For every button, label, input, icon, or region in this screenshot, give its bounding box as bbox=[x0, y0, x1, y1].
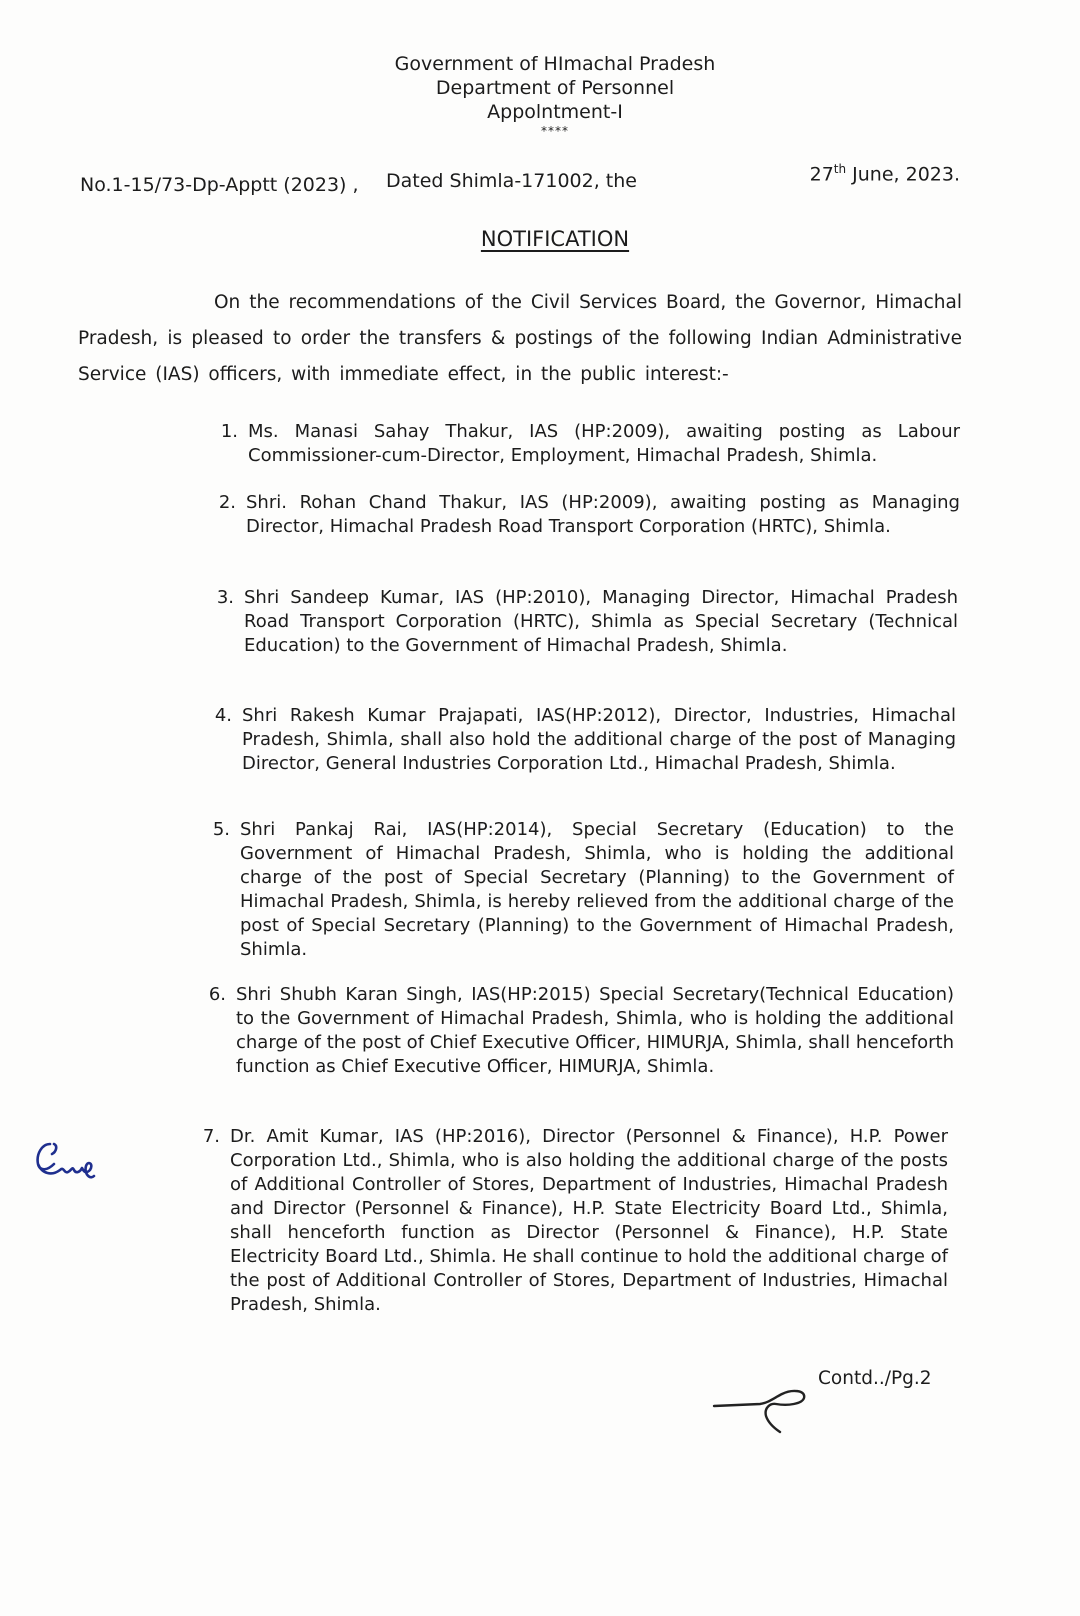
officer-signature bbox=[712, 1384, 822, 1436]
item-text: Shri Sandeep Kumar, IAS (HP:2010), Managing Director, Himachal Pradesh Road Transport Corporation (HRTC), Shimla as Special Secretary (Technical Education) to the Government of Himachal Pradesh, Shimla. bbox=[244, 587, 958, 656]
notification-date bbox=[810, 162, 960, 185]
item-text: Shri Rakesh Kumar Prajapati, IAS(HP:2012), Director, Industries, Himachal Pradesh, Shimla, shall also hold the additional charge of the post of Managing Director, General Industries Corporation Ltd., Himachal Pradesh, Shimla. bbox=[242, 705, 956, 774]
item-text: Shri. Rohan Chand Thakur, IAS (HP:2009), awaiting posting as Managing Director, Himachal Pradesh Road Transport Corporation (HRTC), Shimla. bbox=[246, 492, 960, 537]
initials-signature bbox=[28, 1136, 108, 1186]
dated-place: Dated Shimla-171002, the bbox=[386, 170, 637, 192]
department-name: Department of Personnel bbox=[435, 77, 675, 99]
section-name: Appolntment-I bbox=[487, 101, 623, 123]
letterhead bbox=[0, 52, 1080, 138]
item-number: 6. bbox=[208, 984, 226, 1005]
item-text: Ms. Manasi Sahay Thakur, IAS (HP:2009), awaiting posting as Labour Commissioner-cum-Director, Employment, Himachal Pradesh, Shimla. bbox=[248, 421, 960, 466]
notification-title: NOTIFICATION bbox=[480, 227, 630, 251]
item-number: 2. bbox=[218, 492, 236, 513]
item-number: 4. bbox=[214, 705, 232, 726]
reference-number: No.1-15/73-Dp-Apptt (2023) , bbox=[80, 174, 359, 196]
item-number: 7. bbox=[202, 1126, 220, 1147]
item-text: Shri Pankaj Rai, IAS(HP:2014), Special Secretary (Education) to the Government of Himachal Pradesh, Shimla, who is holding the additional charge of the post of Special Secretary (Planning) to the Government of Himachal Pradesh, Shimla, is hereby relieved from the additional charge of the post of Special Secretary (Planning) to the Government of Himachal Pradesh, Shimla. bbox=[240, 819, 954, 960]
date-suffix: th bbox=[833, 162, 847, 176]
item-number: 1. bbox=[220, 421, 238, 442]
date-month-year: June, 2023. bbox=[846, 163, 960, 186]
item-text: Dr. Amit Kumar, IAS (HP:2016), Director (Personnel & Finance), H.P. Power Corporation Ltd., Shimla, who is also holding the additional charge of the posts of Additional Controller of Stores, Department of Industries, Himachal Pradesh and Director (Personnel & Finance), H.P. State Electricity Board Ltd., Shimla, shall henceforth function as Director (Personnel & Finance), H.P. State Electricity Board Ltd., Shimla. He shall continue to hold the additional charge of the post of Additional Controller of Stores, Department of Industries, Himachal Pradesh, Shimla. bbox=[230, 1126, 948, 1315]
item-number: 3. bbox=[216, 587, 234, 608]
item-text: Shri Shubh Karan Singh, IAS(HP:2015) Special Secretary(Technical Education) to the Government of Himachal Pradesh, Shimla, who is holding the additional charge of the post of Chief Executive Officer, HIMURJA, Shimla, shall henceforth function as Chief Executive Officer, HIMURJA, Shimla. bbox=[236, 984, 954, 1077]
date-day: 27 bbox=[809, 163, 834, 186]
intro-paragraph: On the recommendations of the Civil Services Board, the Governor, Himachal Pradesh, is pleased to order the transfers & postings of the following Indian Administrative Service (IAS) officers, with immediate effect, in the public interest:- bbox=[78, 292, 962, 385]
continued-note: Contd../Pg.2 bbox=[818, 1368, 932, 1389]
item-number: 5. bbox=[212, 819, 230, 840]
government-name: Government of HImachal Pradesh bbox=[394, 53, 716, 75]
separator-stars: **** bbox=[541, 124, 569, 138]
